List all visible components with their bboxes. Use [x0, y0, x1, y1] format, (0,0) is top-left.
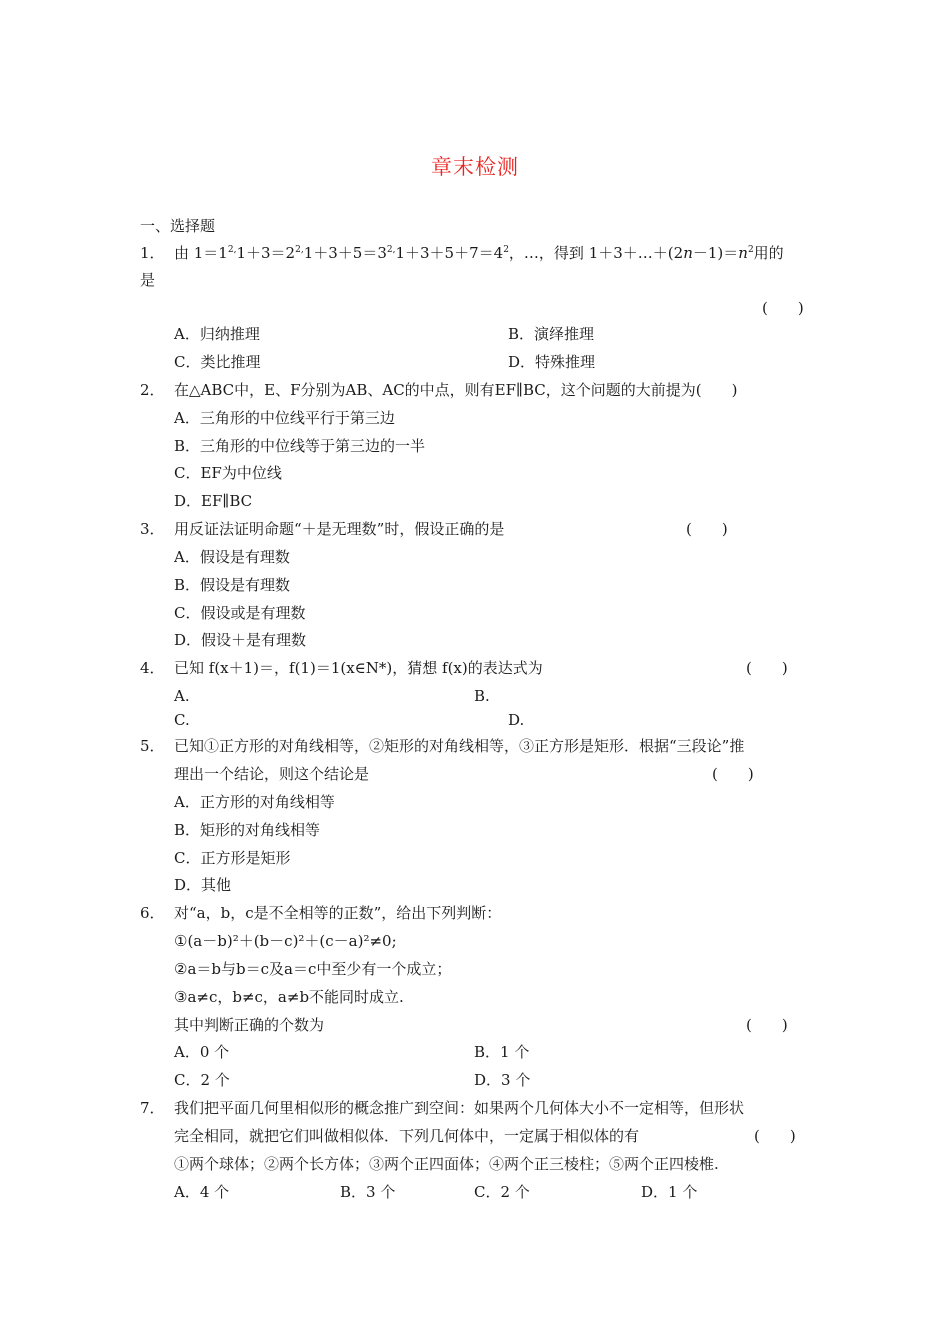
q4-number: 4．: [140, 659, 165, 677]
q1-option-c: C．类比推理: [174, 353, 261, 371]
q5-answer-blank: ( ): [712, 765, 754, 783]
q3-number: 3．: [140, 520, 165, 538]
q1-answer-blank: ( ): [762, 299, 804, 317]
q5-option-d: D．其他: [174, 876, 232, 894]
q5-option-c: C．正方形是矩形: [174, 849, 291, 867]
q7-stem-line2: 完全相同，就把它们叫做相似体．下列几何体中，一定属于相似体的有: [174, 1127, 640, 1145]
q6-number: 6．: [140, 904, 165, 922]
q6-statement-2: ②a＝b与b＝c及a＝c中至少有一个成立；: [174, 960, 452, 978]
q1-number: 1．: [140, 244, 165, 262]
q3-option-c: C．假设或是有理数: [174, 604, 306, 622]
q4-option-b: B.: [474, 687, 490, 705]
q5-stem-line2: 理出一个结论，则这个结论是: [174, 765, 370, 783]
q5-option-a: A．正方形的对角线相等: [174, 793, 335, 811]
section-heading: 一、选择题: [140, 217, 216, 235]
q6-statement-3: ③a≠c，b≠c，a≠b不能同时成立.: [174, 988, 404, 1006]
q3-option-d: D．假设＋是有理数: [174, 631, 307, 649]
q2-option-b: B．三角形的中位线等于第三边的一半: [174, 437, 426, 455]
q1-option-a: A．归纳推理: [174, 325, 260, 343]
q7-number: 7．: [140, 1099, 165, 1117]
q1-stem-line2: 是: [140, 271, 156, 289]
q1-stem-line1: 由 $1=1^{2,}1+3=2^{2,}1+3+5=3^{2,}1+3+5+7=4^2$，…，得到 $1+3+\dots+(2n-1)=n^2$用的: [174, 244, 784, 262]
q6-answer-blank: ( ): [746, 1016, 788, 1034]
q4-option-d: D.: [508, 711, 525, 729]
q7-answer-blank: ( ): [754, 1127, 796, 1145]
q7-option-b: B．3 个: [340, 1183, 396, 1201]
q7-option-c: C．2 个: [474, 1183, 530, 1201]
q6-option-c: C．2 个: [174, 1071, 230, 1089]
q4-stem: 已知 f(x＋1)＝，f(1)＝1(x∈N*)，猜想 f(x)的表达式为: [174, 659, 543, 677]
q6-question: 其中判断正确的个数为: [174, 1016, 325, 1034]
q3-stem: 用反证法证明命题“＋是无理数”时，假设正确的是: [174, 520, 505, 538]
q7-stem-line1: 我们把平面几何里相似形的概念推广到空间：如果两个几何体大小不一定相等，但形状: [174, 1099, 745, 1117]
q6-option-a: A．0 个: [174, 1043, 230, 1061]
q6-stem: 对“a，b，c是不全相等的正数”，给出下列判断：: [174, 904, 502, 922]
q1-option-d: D．特殊推理: [508, 353, 596, 371]
q1-option-b: B．演绎推理: [508, 325, 595, 343]
q4-option-a: A.: [174, 687, 190, 705]
q3-option-a: A．假设是有理数: [174, 548, 290, 566]
q5-stem-line1: 已知①正方形的对角线相等，②矩形的对角线相等，③正方形是矩形．根据“三段论”推: [174, 737, 745, 755]
page-title: 章末检测: [431, 155, 519, 179]
q5-number: 5．: [140, 737, 165, 755]
q7-statement-list: ①两个球体；②两个长方体；③两个正四面体；④两个正三棱柱；⑤两个正四棱椎.: [174, 1155, 719, 1173]
q3-option-b: B．假设是有理数: [174, 576, 291, 594]
q2-number: 2．: [140, 381, 165, 399]
q2-option-a: A．三角形的中位线平行于第三边: [174, 409, 395, 427]
q2-option-d: D．EF∥BC: [174, 492, 253, 510]
q4-answer-blank: ( ): [746, 659, 788, 677]
q2-stem: 在△ABC中，E、F分别为AB、AC的中点，则有EF∥BC，这个问题的大前提为( ): [174, 381, 738, 399]
q4-option-c: C.: [174, 711, 190, 729]
q3-answer-blank: ( ): [686, 520, 728, 538]
q6-statement-1: ①(a－b)²＋(b－c)²＋(c－a)²≠0;: [174, 932, 397, 950]
q6-option-b: B．1 个: [474, 1043, 530, 1061]
q6-option-d: D．3 个: [474, 1071, 531, 1089]
q7-option-a: A．4 个: [174, 1183, 230, 1201]
q5-option-b: B．矩形的对角线相等: [174, 821, 321, 839]
q7-option-d: D．1 个: [641, 1183, 698, 1201]
q2-option-c: C．EF为中位线: [174, 464, 282, 482]
